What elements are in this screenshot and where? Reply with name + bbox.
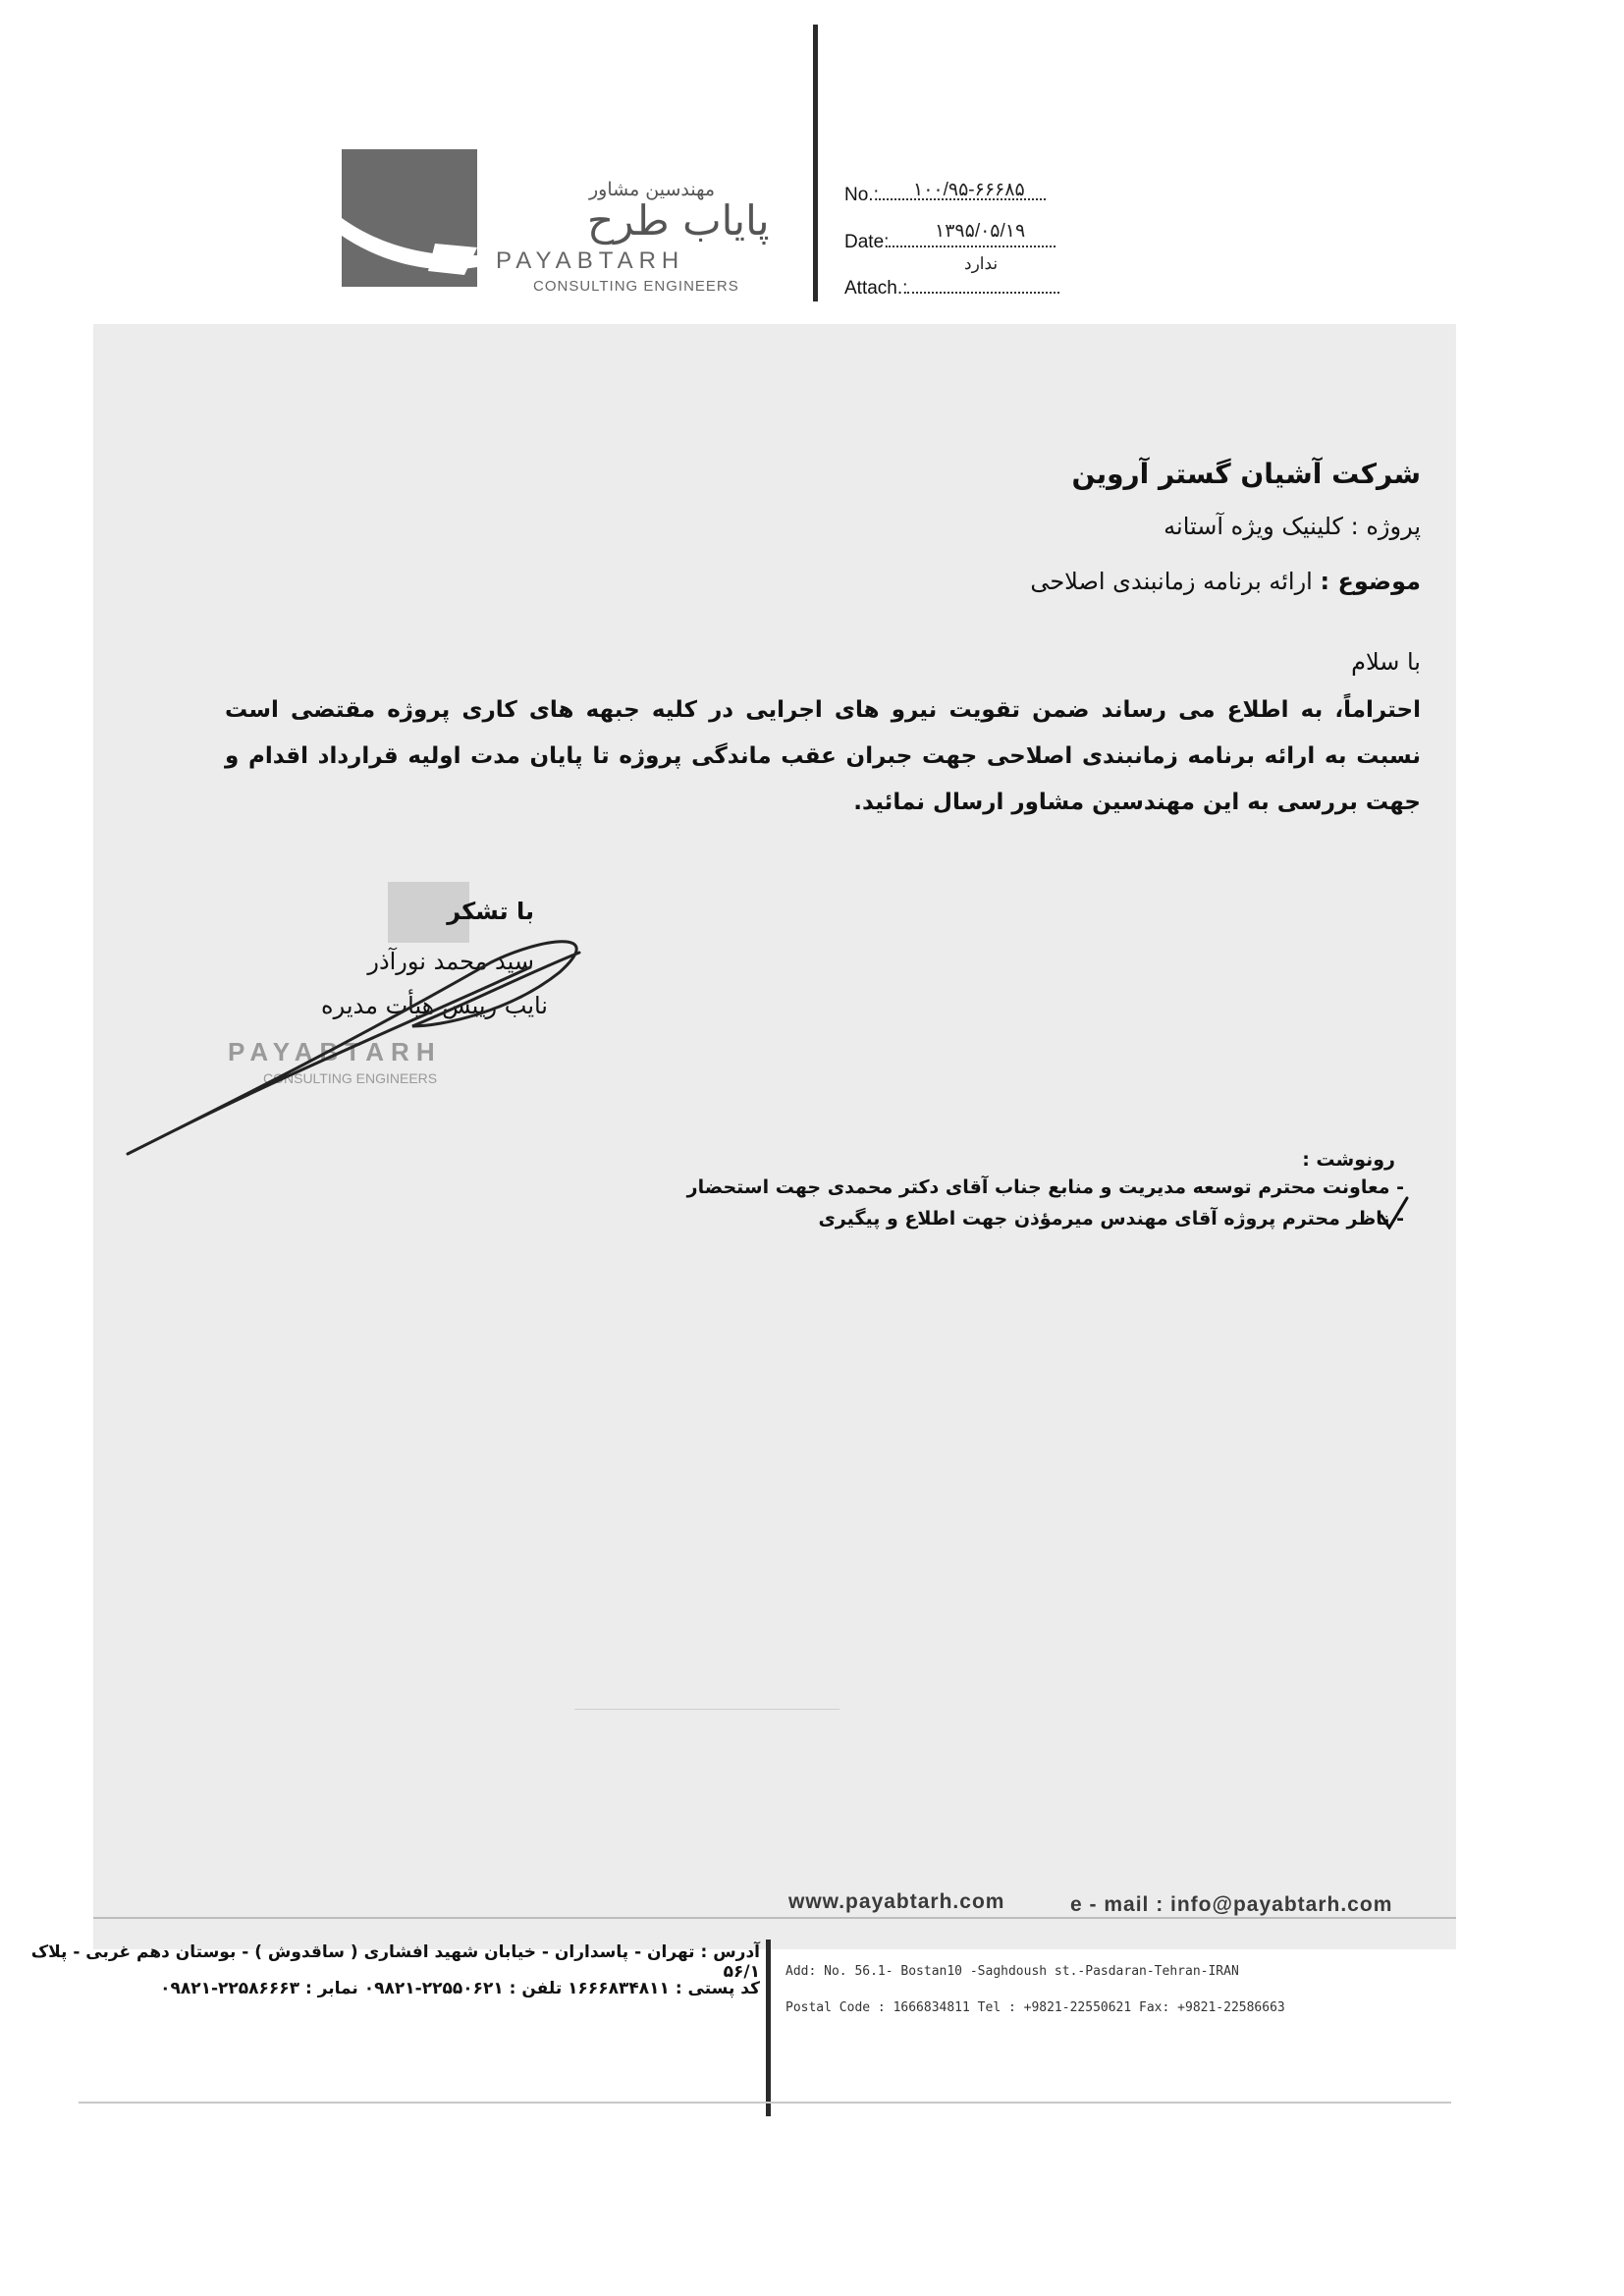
reference-date-label: Date:: [844, 232, 890, 252]
project-line: پروژه : کلینیک ویژه آستانه: [1164, 513, 1421, 540]
logo-english-name: PAYABTARH: [496, 247, 685, 274]
letter-body: احتراماً، به اطلاع می رساند ضمن تقویت نیرو های اجرایی در کلیه جبهه های کاری پروژه مقتضی است نسبت به ارائه برنامه زمانبندی اصلاحی جهت جبران عقب ماندگی پروژه تا پایان مدت اولیه قرارداد اقدام و جهت بررسی به این مهندسین مشاور ارسال نمائید.: [225, 697, 1421, 815]
faint-rule: [574, 1709, 839, 1710]
reference-number-label: No.:: [844, 185, 879, 205]
reference-attachment-value: ندارد: [964, 254, 999, 273]
logo-english-subtitle: CONSULTING ENGINEERS: [533, 278, 739, 295]
logo-persian-name: پایاب طرح: [587, 196, 770, 245]
footer-divider: [766, 1940, 771, 2116]
greeting: با سلام: [1351, 648, 1421, 676]
reference-attachment-label: Attach.:: [844, 278, 908, 299]
cc-item: - معاونت محترم توسعه مدیریت و منابع جناب آقای دکتر محمدی جهت استحضار: [686, 1176, 1404, 1198]
persian-contact: کد پستی : ۱۶۶۶۸۳۴۸۱۱ تلفن : ۲۲۵۵۰۶۲۱-۰۹۸۲۱ نمابر : ۲۲۵۸۶۶۶۳-۰۹۸۲۱: [160, 1979, 760, 1998]
reference-attachment: [844, 254, 1059, 300]
reference-number-value: ۱۰۰/۹۵-۶۶۶۸۵: [913, 180, 1025, 200]
reference-date: [844, 221, 1056, 253]
recipient: شرکت آشیان گستر آروین: [1071, 458, 1421, 490]
english-address: Add: No. 56.1- Bostan10 -Saghdoush st.-Pasdaran-Tehran-IRAN: [785, 1964, 1239, 1979]
payabtarh-logo-icon: [342, 149, 477, 287]
email-link[interactable]: e - mail : info@payabtarh.com: [1070, 1893, 1393, 1916]
stamp-text: PAYABTARH: [228, 1037, 442, 1066]
header-divider: [813, 25, 818, 301]
subject-line: [1030, 568, 1421, 595]
cc-item: - ناظر محترم پروژه آقای مهندس میرمؤذن جهت اطلاع و پیگیری: [818, 1208, 1404, 1230]
footer-rule: [93, 1917, 1456, 1919]
reference-number: [844, 180, 1046, 206]
cc-title: رونوشت :: [1302, 1149, 1395, 1171]
signer-name: سید محمد نورآذر: [367, 948, 534, 975]
stamp-subtitle: CONSULTING ENGINEERS: [263, 1070, 438, 1086]
bottom-rule: [79, 2102, 1451, 2104]
signer-title: نایب رییس هیأت مدیره: [321, 992, 548, 1019]
website-link[interactable]: www.payabtarh.com: [788, 1890, 1005, 1913]
subject-label: موضوع :: [1320, 568, 1421, 595]
persian-address: آدرس : تهران - پاسداران - خیابان شهید افشاری ( ساقدوش ) - بوستان دهم غربی - پلاک ۵۶/۱: [30, 1942, 760, 1982]
checkmark-icon: [1380, 1196, 1409, 1230]
logo-persian-subtitle: مهندسین مشاور: [589, 179, 716, 200]
english-contact: Postal Code : 1666834811 Tel : +9821-22550621 Fax: +9821-22586663: [785, 2000, 1285, 2015]
reference-date-value: ۱۳۹۵/۰۵/۱۹: [935, 221, 1026, 242]
subject-text: ارائه برنامه زمانبندی اصلاحی: [1030, 568, 1313, 595]
closing: با تشکر: [447, 898, 534, 925]
